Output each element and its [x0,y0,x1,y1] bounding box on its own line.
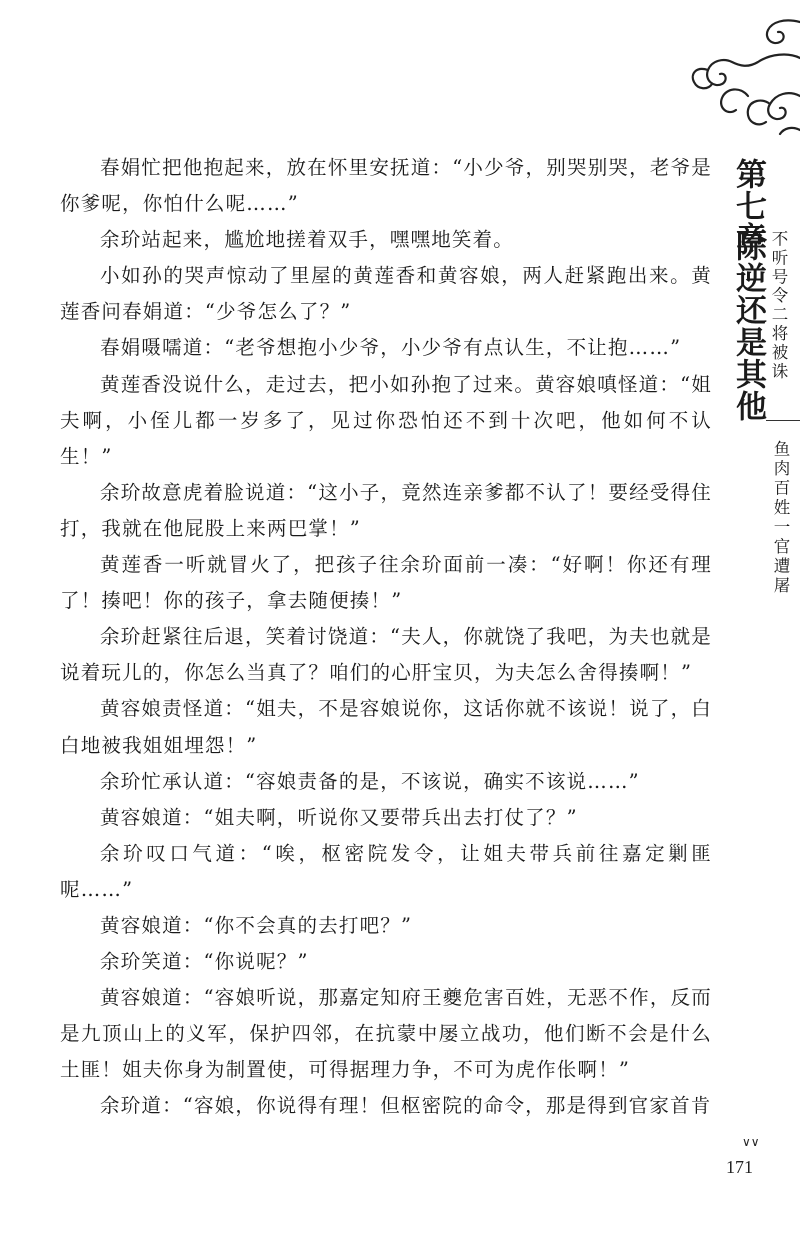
page-number: 171 [726,1157,753,1177]
chapter-sidebar [722,150,800,1160]
paragraph: 黄容娘责怪道：“姐夫，不是容娘说你，这话你就不该说！说了，白白地被我姐姐埋怨！” [60,697,712,757]
paragraph: 余玠站起来，尴尬地搓着双手，嘿嘿地笑着。 [100,228,515,252]
main-text [60,150,712,1125]
paragraph: 余玠赶紧往后退，笑着讨饶道：“夫人，你就饶了我吧，为夫也就是说着玩儿的，你怎么当真了？咱们的心肝宝贝，为夫怎么舍得揍啊！” [60,625,712,685]
paragraph: 黄容娘道：“容娘听说，那嘉定知府王夔危害百姓，无恶不作，反而是九顶山上的义军，保护四邻，在抗蒙中屡立战功，他们断不会是什么土匪！姐夫你身为制置使，可得据理力争，不可为虎作伥啊！” [60,986,712,1082]
paragraph: 余玠道：“容娘，你说得有理！但枢密院的命令，那是得到官家首肯 [100,1094,712,1118]
paragraph: 余玠笑道：“你说呢？” [100,950,309,974]
paragraph: 余玠故意虎着脸说道：“这小子，竟然连亲爹都不认了！要经受得住打，我就在他屁股上来两巴掌！” [60,480,712,540]
paragraph: 黄莲香没说什么，走过去，把小如孙抱了过来。黄容娘嗔怪道：“姐夫啊，小侄儿都一岁多了，见过你恐怕还不到十次吧，他如何不认生！” [60,372,712,468]
divider [766,420,800,421]
paragraph: 小如孙的哭声惊动了里屋的黄莲香和黄容娘，两人赶紧跑出来。黄莲香问春娟道：“少爷怎么了？” [60,264,712,324]
chapter-title: 除逆还是其他 [730,230,766,422]
paragraph: 黄容娘道：“姐夫啊，听说你又要带兵出去打仗了？” [100,805,578,829]
paragraph: 黄容娘道：“你不会真的去打吧？” [100,913,413,937]
chapter-subtitle-2: 鱼肉百姓一官遭屠 [771,440,790,596]
chapter-subtitle-1: 不听号令二将被诛 [769,230,788,382]
chapter-number: 第七章 [730,158,766,254]
paragraph: 黄莲香一听就冒火了，把孩子往余玠面前一凑：“好啊！你还有理了！揍吧！你的孩子，拿去随便揍！” [60,553,712,613]
paragraph: 余玠忙承认道：“容娘责备的是，不该说，确实不该说……” [100,769,640,793]
paragraph: 春娟嗫嚅道：“老爷想抱小少爷，小少爷有点认生，不让抱……” [100,336,682,360]
paragraph: 余玠叹口气道：“唉，枢密院发令，让姐夫带兵前往嘉定剿匪呢……” [60,841,712,901]
cloud-ornament-icon [688,0,800,150]
down-arrow-icon: ∨∨ [742,1135,760,1149]
paragraph: 春娟忙把他抱起来，放在怀里安抚道：“小少爷，别哭别哭，老爷是你爹呢，你怕什么呢……” [60,156,712,216]
